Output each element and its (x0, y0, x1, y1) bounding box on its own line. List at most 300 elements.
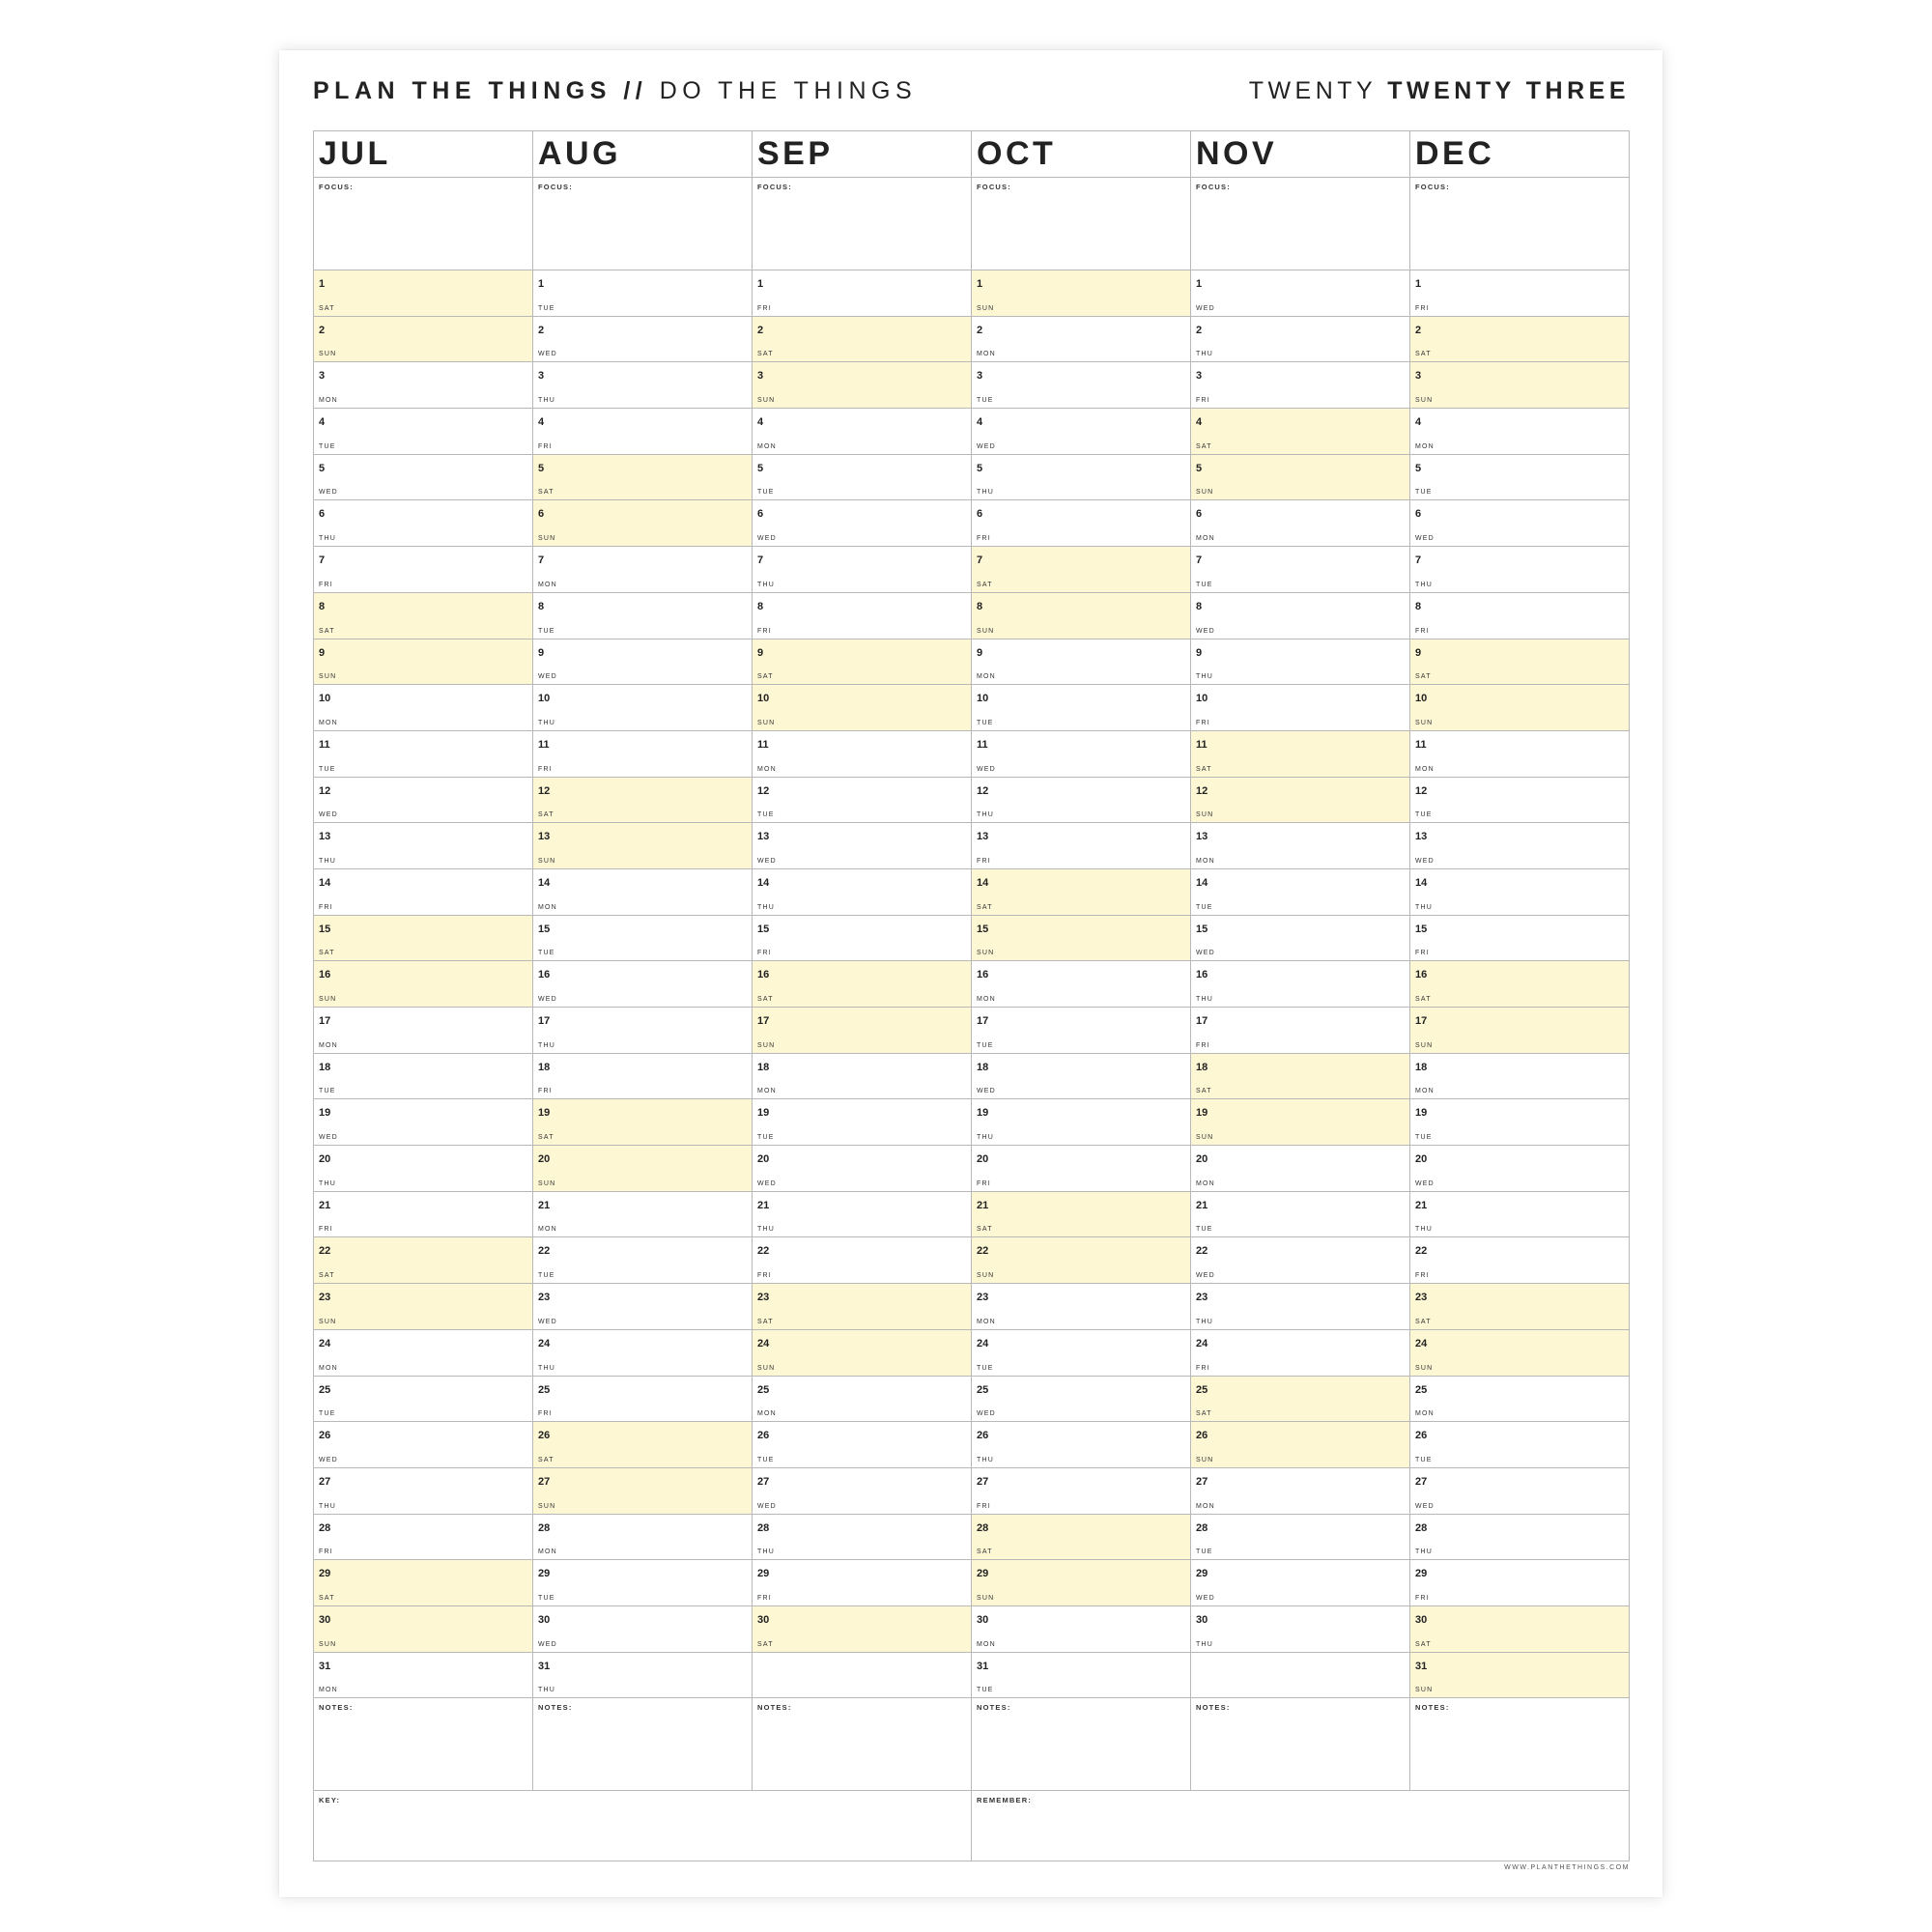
day-number: 28 (757, 1521, 770, 1534)
day-cell[interactable] (1410, 685, 1630, 731)
focus-box[interactable] (533, 178, 753, 270)
day-cell[interactable] (533, 1146, 753, 1192)
day-cell[interactable] (1191, 362, 1410, 409)
day-cell[interactable] (972, 593, 1191, 639)
weekday-label: SUN (977, 1594, 995, 1602)
day-cell[interactable] (314, 317, 533, 363)
notes-label: NOTES: (1196, 1703, 1231, 1713)
day-cell[interactable] (972, 547, 1191, 593)
day-cell[interactable] (314, 1146, 533, 1192)
day-cell[interactable] (314, 547, 533, 593)
day-cell[interactable] (972, 1099, 1191, 1146)
day-cell[interactable] (1410, 869, 1630, 916)
day-cell[interactable] (753, 1560, 972, 1606)
weekday-label: WED (757, 857, 777, 865)
day-cell[interactable] (1191, 1377, 1410, 1423)
day-cell[interactable] (533, 1606, 753, 1653)
day-cell[interactable] (972, 1192, 1191, 1238)
day-cell[interactable] (1410, 778, 1630, 824)
day-cell[interactable] (533, 1054, 753, 1100)
weekday-label: THU (1196, 673, 1213, 681)
day-cell[interactable] (972, 916, 1191, 962)
day-cell[interactable] (1410, 1146, 1630, 1192)
planner-sheet (279, 50, 1662, 1897)
day-number: 25 (538, 1383, 551, 1396)
day-cell[interactable] (314, 778, 533, 824)
day-cell[interactable] (314, 1560, 533, 1606)
day-cell[interactable] (533, 362, 753, 409)
weekday-label: SAT (538, 811, 554, 819)
day-number: 28 (319, 1521, 331, 1534)
day-cell[interactable] (972, 1515, 1191, 1561)
day-cell[interactable] (753, 1237, 972, 1284)
day-number: 6 (1196, 508, 1203, 521)
day-cell[interactable] (972, 639, 1191, 686)
weekday-label: TUE (319, 1410, 336, 1418)
weekday-label: THU (538, 397, 555, 405)
day-cell[interactable] (1410, 1653, 1630, 1699)
weekday-label: TUE (1415, 489, 1433, 497)
day-cell[interactable] (1191, 685, 1410, 731)
day-cell[interactable] (1410, 547, 1630, 593)
weekday-label: SUN (1196, 1134, 1214, 1142)
day-cell[interactable] (314, 869, 533, 916)
day-cell[interactable] (753, 317, 972, 363)
weekday-label: FRI (1196, 1364, 1210, 1372)
day-cell[interactable] (1191, 1008, 1410, 1054)
day-cell[interactable] (314, 1653, 533, 1699)
day-cell[interactable] (533, 961, 753, 1008)
day-cell[interactable] (1191, 317, 1410, 363)
day-cell[interactable] (753, 1377, 972, 1423)
day-cell[interactable] (1410, 1330, 1630, 1377)
day-cell[interactable] (1410, 270, 1630, 317)
weekday-label: THU (757, 903, 775, 911)
day-cell[interactable] (533, 1284, 753, 1330)
day-cell[interactable] (972, 1237, 1191, 1284)
day-number: 1 (977, 278, 983, 290)
weekday-label: SUN (977, 1272, 995, 1280)
weekday-label: FRI (319, 1548, 333, 1556)
notes-box[interactable] (533, 1698, 753, 1791)
day-cell[interactable] (1191, 1192, 1410, 1238)
day-cell[interactable] (533, 1560, 753, 1606)
day-cell[interactable] (753, 916, 972, 962)
day-cell[interactable] (1191, 961, 1410, 1008)
focus-box[interactable] (1191, 178, 1410, 270)
weekday-label: WED (1415, 1179, 1435, 1187)
weekday-label: THU (319, 535, 336, 543)
day-number: 22 (977, 1245, 989, 1258)
day-number: 15 (1196, 923, 1208, 935)
weekday-label: TUE (757, 489, 775, 497)
day-cell[interactable] (533, 1192, 753, 1238)
day-number: 19 (977, 1107, 989, 1120)
weekday-label: WED (977, 442, 996, 450)
day-number: 29 (1415, 1568, 1428, 1580)
day-cell[interactable] (1191, 1330, 1410, 1377)
day-cell[interactable] (533, 317, 753, 363)
day-cell[interactable] (753, 409, 972, 455)
day-cell[interactable] (1191, 455, 1410, 501)
day-cell[interactable] (314, 1468, 533, 1515)
day-cell[interactable] (753, 593, 972, 639)
day-cell[interactable] (753, 270, 972, 317)
day-number: 9 (1196, 646, 1203, 659)
weekday-label: MON (757, 442, 777, 450)
day-cell[interactable] (533, 547, 753, 593)
day-cell[interactable] (314, 1606, 533, 1653)
day-number: 17 (1415, 1015, 1428, 1027)
day-cell[interactable] (1191, 823, 1410, 869)
day-number: 26 (757, 1430, 770, 1442)
day-cell[interactable] (972, 1422, 1191, 1468)
weekday-label: SUN (538, 1502, 556, 1510)
day-cell[interactable] (1410, 731, 1630, 778)
day-cell[interactable] (533, 270, 753, 317)
day-cell[interactable] (1410, 1560, 1630, 1606)
day-cell[interactable] (753, 639, 972, 686)
day-cell[interactable] (972, 270, 1191, 317)
day-cell[interactable] (314, 916, 533, 962)
day-cell[interactable] (314, 1054, 533, 1100)
key-box[interactable] (314, 1791, 972, 1861)
day-cell[interactable] (1410, 639, 1630, 686)
weekday-label: WED (538, 351, 557, 358)
day-cell[interactable] (1410, 409, 1630, 455)
day-cell[interactable] (1191, 1422, 1410, 1468)
day-cell[interactable] (753, 731, 972, 778)
notes-box[interactable] (1191, 1698, 1410, 1791)
month-column-nov (1191, 131, 1410, 1791)
day-number: 3 (538, 370, 545, 383)
weekday-label: FRI (977, 857, 991, 865)
day-cell[interactable] (753, 823, 972, 869)
day-cell[interactable] (533, 500, 753, 547)
day-cell[interactable] (1191, 1606, 1410, 1653)
day-cell[interactable] (753, 1422, 972, 1468)
day-cell[interactable] (753, 455, 972, 501)
day-cell[interactable] (972, 500, 1191, 547)
day-cell[interactable] (533, 455, 753, 501)
day-number: 24 (538, 1337, 551, 1350)
day-cell[interactable] (1410, 593, 1630, 639)
day-cell[interactable] (753, 1284, 972, 1330)
day-cell[interactable] (1410, 1099, 1630, 1146)
day-number: 22 (1415, 1245, 1428, 1258)
weekday-label: SAT (1415, 1640, 1432, 1648)
day-number: 1 (538, 278, 545, 290)
day-cell[interactable] (1191, 1099, 1410, 1146)
day-number: 6 (538, 508, 545, 521)
day-number: 2 (1196, 324, 1203, 336)
day-cell[interactable] (314, 1008, 533, 1054)
day-cell[interactable] (533, 1468, 753, 1515)
day-cell[interactable] (314, 685, 533, 731)
day-number: 21 (319, 1199, 331, 1211)
brand-bold: PLAN THE THINGS // (313, 77, 648, 104)
weekday-label: TUE (1196, 581, 1213, 588)
weekday-label: MON (319, 1041, 338, 1049)
day-cell[interactable] (314, 961, 533, 1008)
day-cell[interactable] (972, 961, 1191, 1008)
day-cell[interactable] (1410, 1377, 1630, 1423)
day-cell[interactable] (972, 1468, 1191, 1515)
day-number: 4 (1415, 416, 1422, 429)
day-cell[interactable] (533, 869, 753, 916)
day-cell[interactable] (314, 823, 533, 869)
day-cell[interactable] (972, 362, 1191, 409)
day-number: 12 (977, 784, 989, 797)
day-cell[interactable] (753, 1192, 972, 1238)
day-cell[interactable] (533, 685, 753, 731)
day-cell[interactable] (533, 823, 753, 869)
focus-box[interactable] (1410, 178, 1630, 270)
focus-label: FOCUS: (1196, 183, 1231, 191)
day-cell[interactable] (972, 317, 1191, 363)
day-cell[interactable] (533, 1653, 753, 1699)
day-cell[interactable] (314, 409, 533, 455)
day-cell[interactable] (753, 778, 972, 824)
notes-box[interactable] (753, 1698, 972, 1791)
day-cell[interactable] (1410, 1054, 1630, 1100)
day-number: 19 (319, 1107, 331, 1120)
day-cell[interactable] (533, 593, 753, 639)
day-cell[interactable] (972, 1054, 1191, 1100)
weekday-label: SAT (319, 1594, 335, 1602)
day-cell[interactable] (753, 547, 972, 593)
day-cell[interactable] (314, 1377, 533, 1423)
day-cell[interactable] (753, 685, 972, 731)
day-cell[interactable] (972, 1146, 1191, 1192)
year-title (1249, 77, 1630, 105)
day-cell[interactable] (972, 1606, 1191, 1653)
day-cell[interactable] (314, 1099, 533, 1146)
focus-box[interactable] (753, 178, 972, 270)
day-cell[interactable] (533, 1377, 753, 1423)
day-cell[interactable] (1410, 500, 1630, 547)
day-cell[interactable] (1410, 1515, 1630, 1561)
day-cell[interactable] (972, 455, 1191, 501)
day-cell[interactable] (1410, 317, 1630, 363)
day-cell[interactable] (1191, 547, 1410, 593)
weekday-label: MON (538, 581, 557, 588)
day-cell[interactable] (1191, 1515, 1410, 1561)
day-cell[interactable] (314, 731, 533, 778)
weekday-label: TUE (319, 442, 336, 450)
weekday-label: FRI (977, 1502, 991, 1510)
day-number: 4 (319, 416, 326, 429)
day-cell[interactable] (753, 1606, 972, 1653)
day-number: 10 (538, 693, 551, 705)
day-cell[interactable] (972, 1653, 1191, 1699)
day-number: 14 (319, 876, 331, 889)
weekday-label: WED (1196, 304, 1215, 312)
day-cell[interactable] (1191, 270, 1410, 317)
day-cell[interactable] (1410, 1284, 1630, 1330)
remember-box[interactable] (972, 1791, 1630, 1861)
day-number: 12 (1415, 784, 1428, 797)
weekday-label: MON (319, 1687, 338, 1694)
day-cell[interactable] (1410, 823, 1630, 869)
weekday-label: WED (538, 1318, 557, 1325)
day-cell[interactable] (533, 1237, 753, 1284)
day-cell[interactable] (314, 1284, 533, 1330)
day-number: 26 (1196, 1430, 1208, 1442)
day-cell[interactable] (1191, 731, 1410, 778)
day-cell[interactable] (972, 409, 1191, 455)
weekday-label: SUN (757, 719, 776, 726)
day-cell[interactable] (1410, 1468, 1630, 1515)
day-number: 6 (1415, 508, 1422, 521)
day-cell[interactable] (1410, 1606, 1630, 1653)
day-cell[interactable] (1191, 409, 1410, 455)
day-cell[interactable] (533, 1515, 753, 1561)
weekday-label: WED (757, 535, 777, 543)
weekday-label: WED (319, 1134, 338, 1142)
day-cell[interactable] (533, 1099, 753, 1146)
day-cell[interactable] (972, 1377, 1191, 1423)
day-cell[interactable] (972, 731, 1191, 778)
day-cell[interactable] (1191, 1468, 1410, 1515)
day-cell[interactable] (1410, 1192, 1630, 1238)
day-cell[interactable] (972, 1560, 1191, 1606)
day-cell[interactable] (972, 778, 1191, 824)
day-cell[interactable] (314, 1330, 533, 1377)
weekday-label: FRI (1415, 1594, 1430, 1602)
day-cell[interactable] (533, 1422, 753, 1468)
day-number: 5 (319, 462, 326, 474)
weekday-label: MON (977, 351, 996, 358)
weekday-label: FRI (538, 442, 553, 450)
day-number: 30 (538, 1613, 551, 1626)
day-cell[interactable] (314, 1237, 533, 1284)
weekday-label: SAT (977, 1548, 993, 1556)
day-cell[interactable] (1191, 1284, 1410, 1330)
day-cell[interactable] (972, 823, 1191, 869)
day-cell[interactable] (1410, 362, 1630, 409)
day-cell[interactable] (1410, 1008, 1630, 1054)
day-number: 28 (538, 1521, 551, 1534)
weekday-label: SUN (538, 1179, 556, 1187)
day-cell[interactable] (753, 1054, 972, 1100)
day-cell[interactable] (1191, 1237, 1410, 1284)
day-number: 18 (977, 1061, 989, 1073)
day-cell[interactable] (1410, 1422, 1630, 1468)
day-cell[interactable] (1191, 916, 1410, 962)
focus-box[interactable] (314, 178, 533, 270)
day-cell[interactable] (753, 1099, 972, 1146)
day-number: 25 (1196, 1383, 1208, 1396)
brand-light: DO THE THINGS (659, 77, 918, 104)
notes-label: NOTES: (319, 1703, 354, 1713)
day-cell[interactable] (314, 1422, 533, 1468)
focus-box[interactable] (972, 178, 1191, 270)
day-cell[interactable] (753, 869, 972, 916)
day-number: 14 (1196, 876, 1208, 889)
day-cell[interactable] (1410, 455, 1630, 501)
day-cell[interactable] (753, 500, 972, 547)
notes-box[interactable] (972, 1698, 1191, 1791)
day-number: 2 (1415, 324, 1422, 336)
day-cell[interactable] (533, 1008, 753, 1054)
day-cell[interactable] (1191, 1560, 1410, 1606)
day-cell[interactable] (753, 1468, 972, 1515)
key-label: KEY: (319, 1796, 341, 1805)
day-number: 14 (977, 876, 989, 889)
day-cell[interactable] (314, 270, 533, 317)
weekday-label: WED (757, 1179, 777, 1187)
day-cell[interactable] (1191, 869, 1410, 916)
day-cell[interactable] (1191, 778, 1410, 824)
day-cell[interactable] (314, 593, 533, 639)
day-cell[interactable] (1191, 500, 1410, 547)
notes-box[interactable] (314, 1698, 533, 1791)
weekday-label: WED (319, 489, 338, 497)
day-number: 31 (977, 1660, 989, 1672)
day-cell[interactable] (1410, 1237, 1630, 1284)
day-cell[interactable] (1410, 916, 1630, 962)
day-number: 3 (319, 370, 326, 383)
day-cell[interactable] (753, 1330, 972, 1377)
day-cell[interactable] (972, 685, 1191, 731)
day-number: 29 (319, 1568, 331, 1580)
day-cell[interactable] (1410, 961, 1630, 1008)
day-cell[interactable] (314, 455, 533, 501)
day-cell[interactable] (753, 362, 972, 409)
day-number: 19 (1196, 1107, 1208, 1120)
day-cell[interactable] (314, 500, 533, 547)
weekday-label: MON (757, 1410, 777, 1418)
day-cell[interactable] (533, 409, 753, 455)
day-cell[interactable] (1191, 593, 1410, 639)
day-cell[interactable] (533, 731, 753, 778)
weekday-label: SAT (538, 1456, 554, 1463)
day-cell[interactable] (314, 639, 533, 686)
day-cell[interactable] (533, 916, 753, 962)
day-cell[interactable] (533, 639, 753, 686)
day-cell[interactable] (314, 1515, 533, 1561)
weekday-label: THU (538, 719, 555, 726)
day-cell[interactable] (533, 778, 753, 824)
notes-box[interactable] (1410, 1698, 1630, 1791)
weekday-label: SAT (319, 950, 335, 957)
day-cell[interactable] (972, 869, 1191, 916)
day-number: 28 (977, 1521, 989, 1534)
day-number: 23 (1196, 1292, 1208, 1304)
day-number: 11 (319, 738, 330, 751)
day-number: 2 (757, 324, 764, 336)
day-cell[interactable] (1191, 1054, 1410, 1100)
day-number: 19 (1415, 1107, 1428, 1120)
day-number: 4 (538, 416, 545, 429)
day-cell[interactable] (753, 1515, 972, 1561)
day-cell[interactable] (314, 362, 533, 409)
day-number: 21 (1415, 1199, 1428, 1211)
day-cell[interactable] (972, 1284, 1191, 1330)
day-cell[interactable] (753, 1008, 972, 1054)
day-cell[interactable] (533, 1330, 753, 1377)
day-cell[interactable] (972, 1330, 1191, 1377)
day-cell[interactable] (753, 961, 972, 1008)
day-cell[interactable] (972, 1008, 1191, 1054)
day-cell[interactable] (753, 1146, 972, 1192)
day-cell[interactable] (314, 1192, 533, 1238)
day-number: 1 (757, 278, 764, 290)
day-cell[interactable] (1191, 1146, 1410, 1192)
day-number: 31 (538, 1660, 551, 1672)
day-cell[interactable] (1191, 639, 1410, 686)
